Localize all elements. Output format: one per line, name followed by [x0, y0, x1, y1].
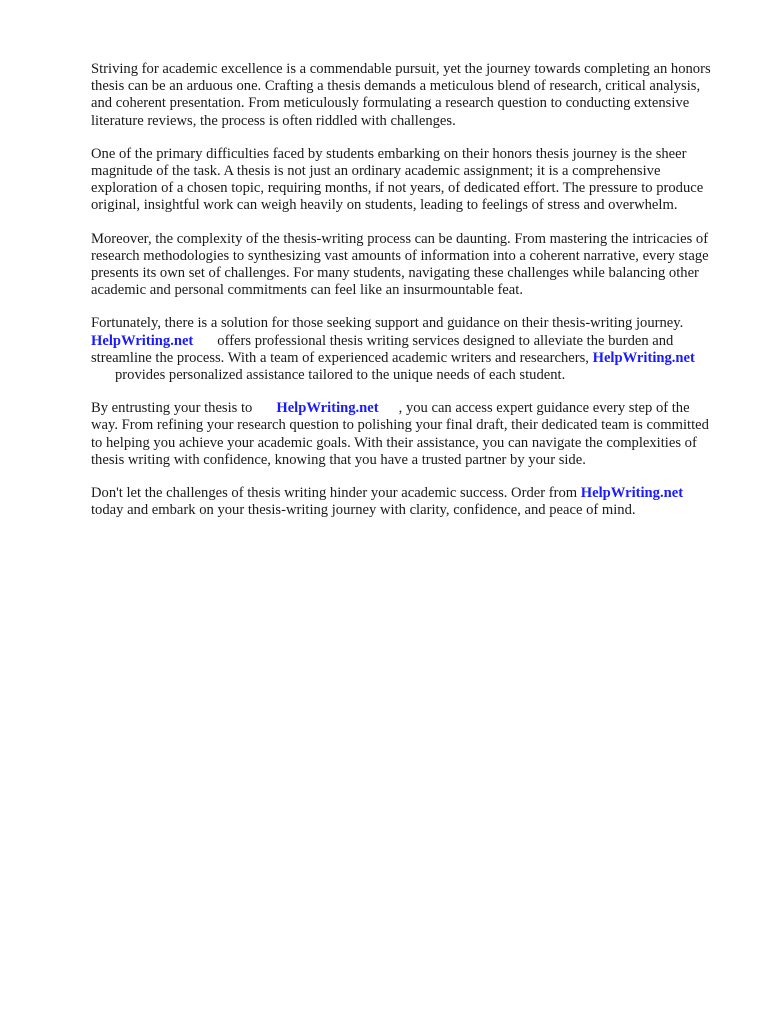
paragraph-entrusting-text-2: , you can access expert guidance every step of the way. From refining your research question to polishing your final draft, their dedicated team is committed to helping you achieve your academic goals. With their assistance, you can navigate the complexities of thesis writing with confidence, knowing that you have a trusted partner by your side. — [91, 400, 709, 468]
helpwriting-link-1[interactable]: HelpWriting.net — [91, 332, 194, 349]
helpwriting-link-2[interactable]: HelpWriting.net — [592, 349, 695, 366]
paragraph-difficulties-text: One of the primary difficulties faced by students embarking on their honors thesis journey is the sheer magnitude of the task. A thesis is not just an ordinary academic assignment; it is a comprehensive exploration of a chosen topic, requiring months, if not years, of dedicated effort. The pressure to produce original, insightful work can weigh heavily on students, leading to feelings of stress and overwhelm. — [91, 145, 704, 214]
paragraph-solution — [91, 315, 716, 384]
paragraph-complexity — [91, 231, 716, 300]
paragraph-solution-text-1: Fortunately, there is a solution for those seeking support and guidance on their thesis-writing journey. — [91, 315, 684, 332]
paragraph-solution-text-2: offers professional thesis writing services designed to alleviate the burden and streamline the process. With a team of experienced academic writers and researchers, — [91, 332, 674, 366]
paragraph-solution-text-3: provides personalized assistance tailored to the unique needs of each student. — [115, 367, 566, 384]
paragraph-closing — [91, 485, 716, 519]
paragraph-entrusting-text-1: By entrusting your thesis to — [91, 400, 253, 417]
paragraph-closing-text-2: today and embark on your thesis-writing journey with clarity, confidence, and peace of mind. — [91, 502, 636, 519]
paragraph-intro — [91, 61, 716, 130]
helpwriting-link-3[interactable]: HelpWriting.net — [276, 400, 379, 417]
helpwriting-link-4[interactable]: HelpWriting.net — [580, 485, 684, 502]
paragraph-difficulties — [91, 146, 716, 215]
document-body — [91, 61, 716, 535]
paragraph-intro-text: Striving for academic excellence is a commendable pursuit, yet the journey towards completing an honors thesis can be an arduous one. Crafting a thesis demands a meticulous blend of research, critical analysis, and coherent presentation. From meticulously formulating a research question to conducting extensive literature reviews, the process is often riddled with challenges. — [91, 61, 711, 129]
paragraph-entrusting — [91, 400, 716, 469]
paragraph-closing-text-1: Don't let the challenges of thesis writing hinder your academic success. Order from — [91, 485, 578, 502]
paragraph-complexity-text: Moreover, the complexity of the thesis-writing process can be daunting. From mastering the intricacies of research methodologies to synthesizing vast amounts of information into a coherent narrative, every stage presents its own set of challenges. For many students, navigating these challenges while balancing other academic and personal commitments can feel like an insurmountable feat. — [91, 230, 709, 299]
